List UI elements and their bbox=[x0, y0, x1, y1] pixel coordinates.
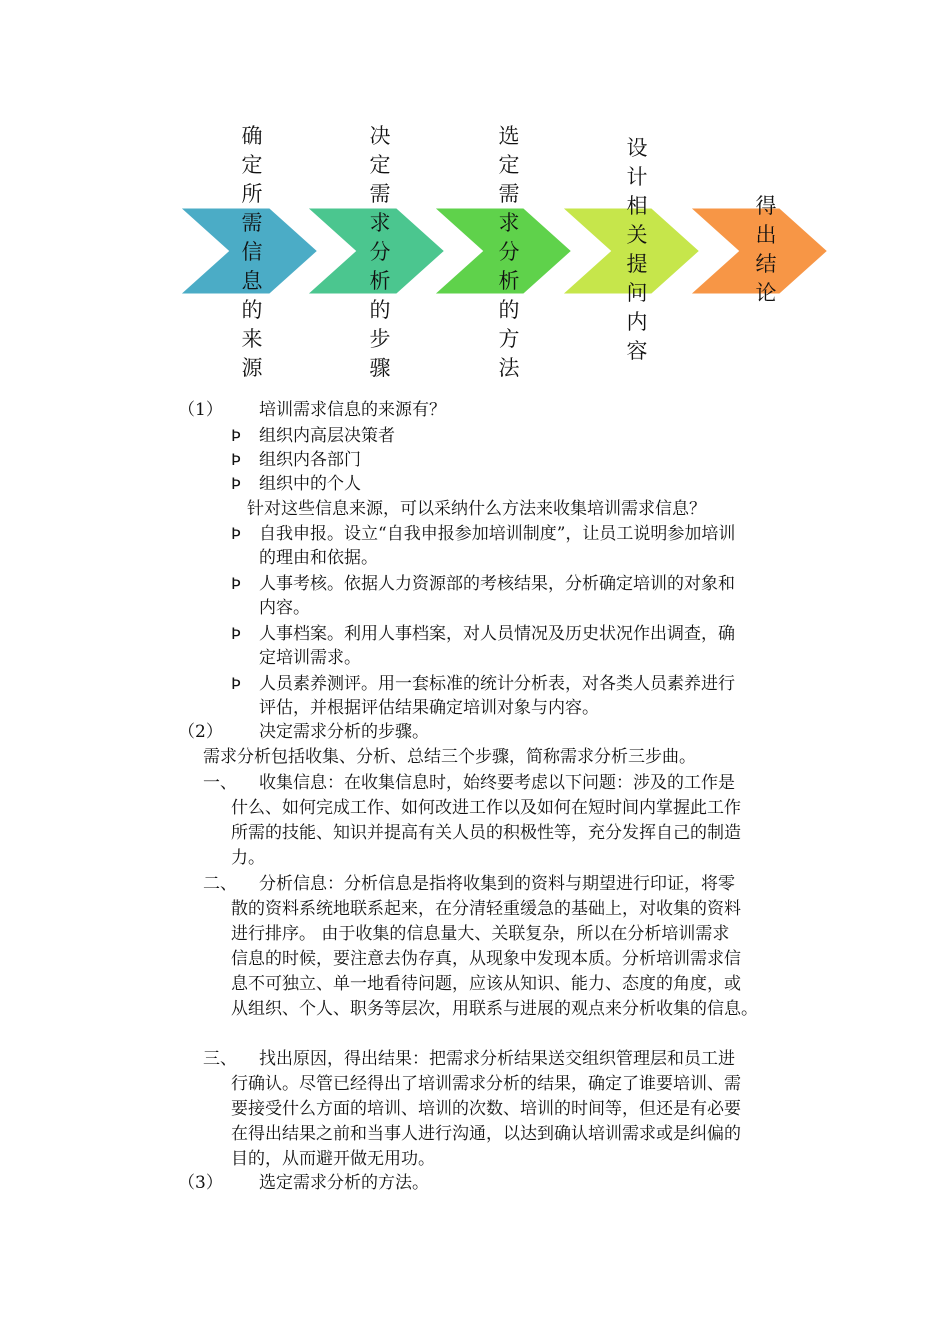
bullet-icon: Þ bbox=[231, 624, 241, 643]
methods-question: 针对这些信息来源，可以采纳什么方法来收集培训需求信息？ bbox=[247, 499, 706, 519]
step-2-text: 分析信息：分析信息是指将收集到的资料与期望进行印证，将零 bbox=[259, 874, 735, 894]
method-item-line: 人事考核。依据人力资源部的考核结果，分析确定培训的对象和 bbox=[259, 574, 735, 594]
section-1-number: （1） bbox=[178, 400, 223, 420]
source-item: 组织内高层决策者 bbox=[259, 426, 395, 446]
step-3-text: 找出原因，得出结果：把需求分析结果送交组织管理层和员工进 bbox=[259, 1049, 735, 1069]
method-item-line: 的理由和依据。 bbox=[259, 548, 378, 568]
section-2-title: 决定需求分析的步骤。 bbox=[259, 722, 429, 742]
step-3-text: 在得出结果之前和当事人进行沟通，以达到确认培训需求或是纠偏的 bbox=[231, 1124, 741, 1144]
method-item-line: 定培训需求。 bbox=[259, 648, 361, 668]
step-3-text: 目的，从而避开做无用功。 bbox=[231, 1149, 435, 1169]
step-2-text: 息不可独立、单一地看待问题，应该从知识、能力、态度的角度，或 bbox=[231, 974, 741, 994]
method-item-line: 人事档案。利用人事档案，对人员情况及历史状况作出调查，确 bbox=[259, 624, 735, 644]
step-1-text: 什么、如何完成工作、如何改进工作以及如何在短时间内掌握此工作 bbox=[231, 798, 741, 818]
bullet-icon: Þ bbox=[231, 574, 241, 593]
method-item-line: 评估，并根据评估结果确定培训对象与内容。 bbox=[259, 698, 599, 718]
step-3-text: 行确认。尽管已经得出了培训需求分析的结果，确定了谁要培训、需 bbox=[231, 1074, 741, 1094]
bullet-icon: Þ bbox=[231, 674, 241, 693]
step-1-text: 收集信息：在收集信息时，始终要考虑以下问题：涉及的工作是 bbox=[259, 773, 735, 793]
step-3-text: 要接受什么方面的培训、培训的次数、培训的时间等，但还是有必要 bbox=[231, 1099, 741, 1119]
step-2-label: 决定需求分析的步骤 bbox=[369, 124, 391, 380]
section-1-title: 培训需求信息的来源有？ bbox=[259, 400, 446, 420]
step-2-text: 散的资料系统地联系起来，在分清轻重缓急的基础上，对收集的资料 bbox=[231, 899, 741, 919]
section-3-title: 选定需求分析的方法。 bbox=[259, 1173, 429, 1193]
source-item: 组织中的个人 bbox=[259, 474, 361, 494]
step-2-text: 进行排序。 由于收集的信息量大、关联复杂，所以在分析培训需求 bbox=[231, 924, 730, 944]
step-4-label: 设计相关提问内容 bbox=[626, 136, 648, 363]
bullet-icon: Þ bbox=[231, 450, 241, 469]
step-1-number: 一、 bbox=[203, 773, 237, 793]
step-3-label: 选定需求分析的方法 bbox=[498, 124, 520, 380]
chevron-arrows bbox=[0, 0, 950, 400]
method-item-line: 人员素养测评。用一套标准的统计分析表，对各类人员素养进行 bbox=[259, 674, 735, 694]
step-2-text: 信息的时候，要注意去伪存真，从现象中发现本质。分析培训需求信 bbox=[231, 949, 741, 969]
step-3-number: 三、 bbox=[203, 1049, 237, 1069]
bullet-icon: Þ bbox=[231, 474, 241, 493]
method-item-line: 内容。 bbox=[259, 598, 310, 618]
section-3-number: （3） bbox=[178, 1173, 223, 1193]
step-1-text: 力。 bbox=[231, 848, 265, 868]
step-5-label: 得出结论 bbox=[755, 194, 777, 305]
section-2-intro: 需求分析包括收集、分析、总结三个步骤，简称需求分析三步曲。 bbox=[203, 747, 696, 767]
process-flow-diagram bbox=[0, 0, 950, 400]
bullet-icon: Þ bbox=[231, 524, 241, 543]
step-1-label: 确定所需信息的来源 bbox=[241, 124, 263, 380]
source-item: 组织内各部门 bbox=[259, 450, 361, 470]
step-2-number: 二、 bbox=[203, 874, 237, 894]
section-2-number: （2） bbox=[178, 722, 223, 742]
method-item-line: 自我申报。设立“自我申报参加培训制度”，让员工说明参加培训 bbox=[259, 524, 736, 544]
step-2-text: 从组织、个人、职务等层次，用联系与进展的观点来分析收集的信息。 bbox=[231, 999, 758, 1019]
bullet-icon: Þ bbox=[231, 426, 241, 445]
step-1-text: 所需的技能、知识并提高有关人员的积极性等，充分发挥自己的制造 bbox=[231, 823, 741, 843]
